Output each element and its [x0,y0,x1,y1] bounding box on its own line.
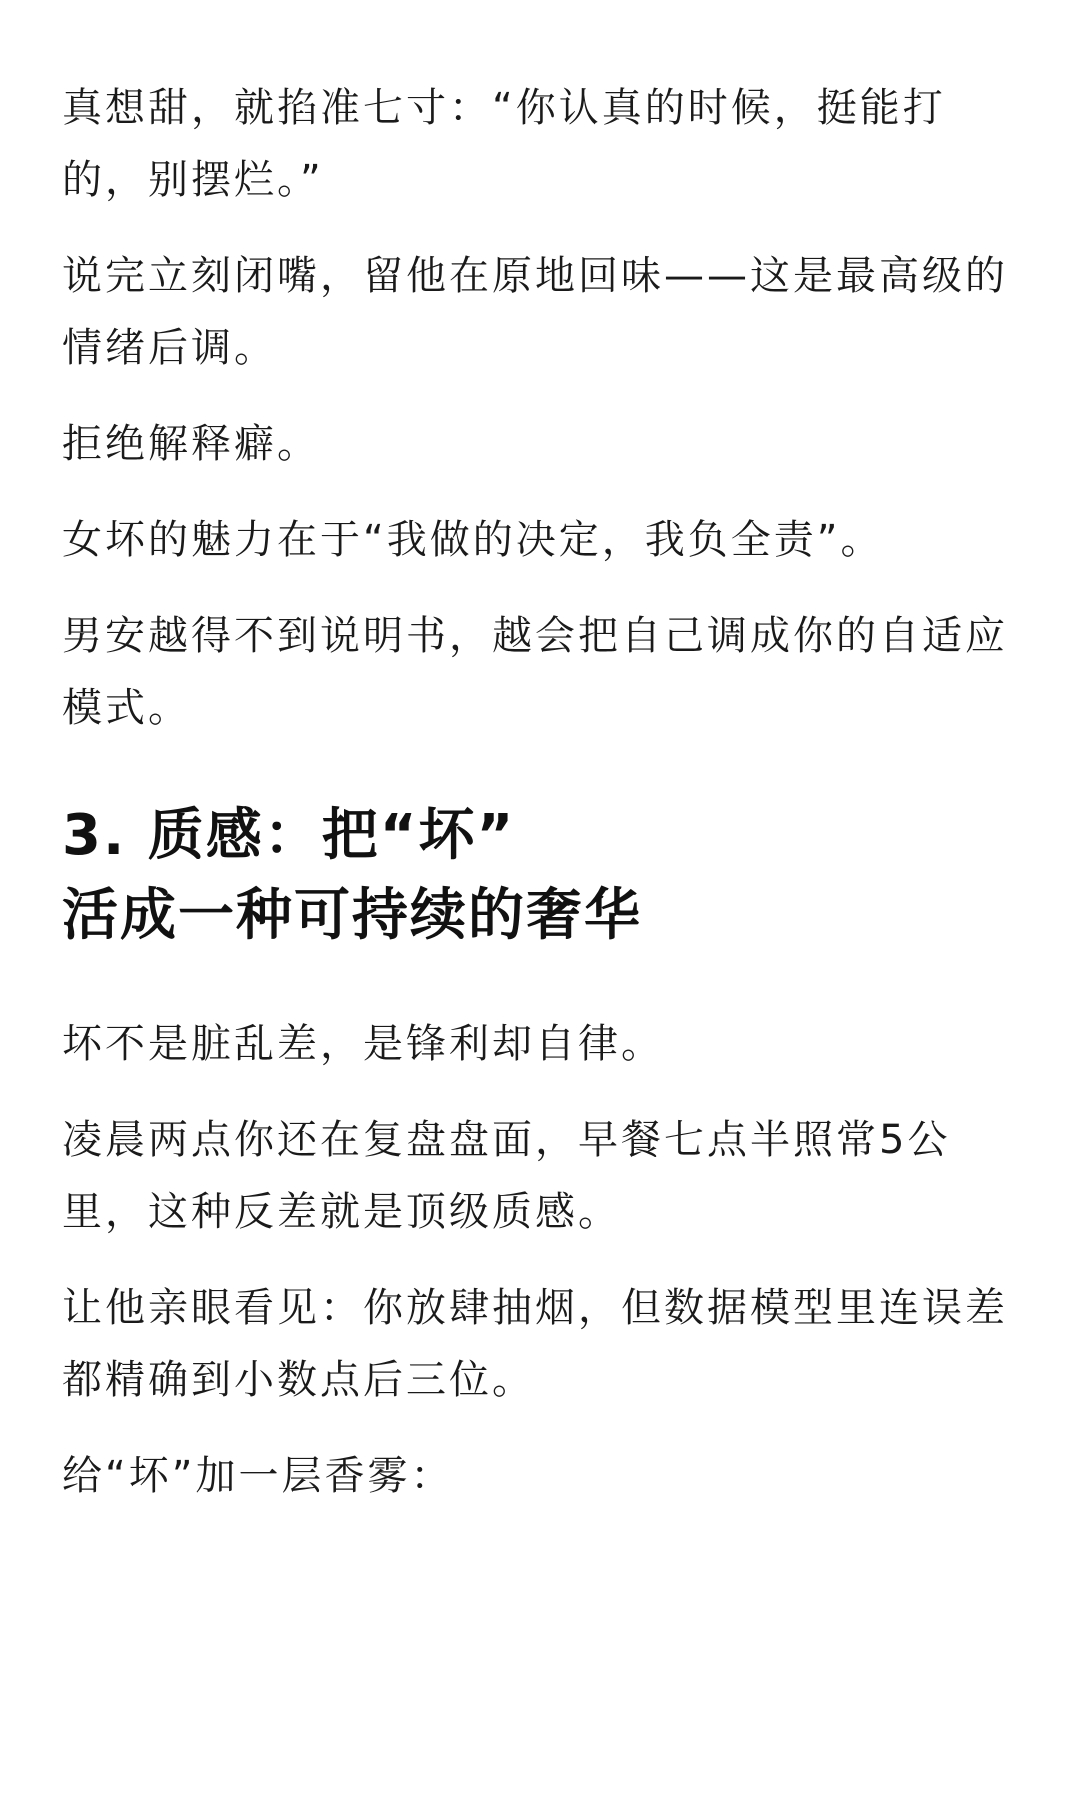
paragraph: 说完立刻闭嘴，留他在原地回味——这是最高级的情绪后调。 [62,253,1008,371]
paragraph: 坏不是脏乱差，是锋利却自律。 [62,1021,664,1067]
paragraph: 给“坏”加一层香雾： [62,1453,454,1499]
paragraph: 凌晨两点你还在复盘盘面，早餐七点半照常5公里，这种反差就是顶级质感。 [62,1117,951,1235]
paragraph: 让他亲眼看见：你放肆抽烟，但数据模型里连误差都精确到小数点后三位。 [62,1285,1008,1403]
section-heading-line-2: 活成一种可持续的奢华 [62,883,642,948]
paragraph: 拒绝解释癖。 [62,421,320,467]
paragraph: 真想甜，就掐准七寸：“你认真的时候，挺能打的，别摆烂。” [62,85,946,203]
paragraph: 男安越得不到说明书，越会把自己调成你的自适应模式。 [62,613,1008,731]
paragraph: 女坏的魅力在于“我做的决定，我负全责”。 [62,517,884,563]
section-heading-line-1: 3. 质感：把“坏” [62,803,516,868]
section-heading [62,796,1018,956]
